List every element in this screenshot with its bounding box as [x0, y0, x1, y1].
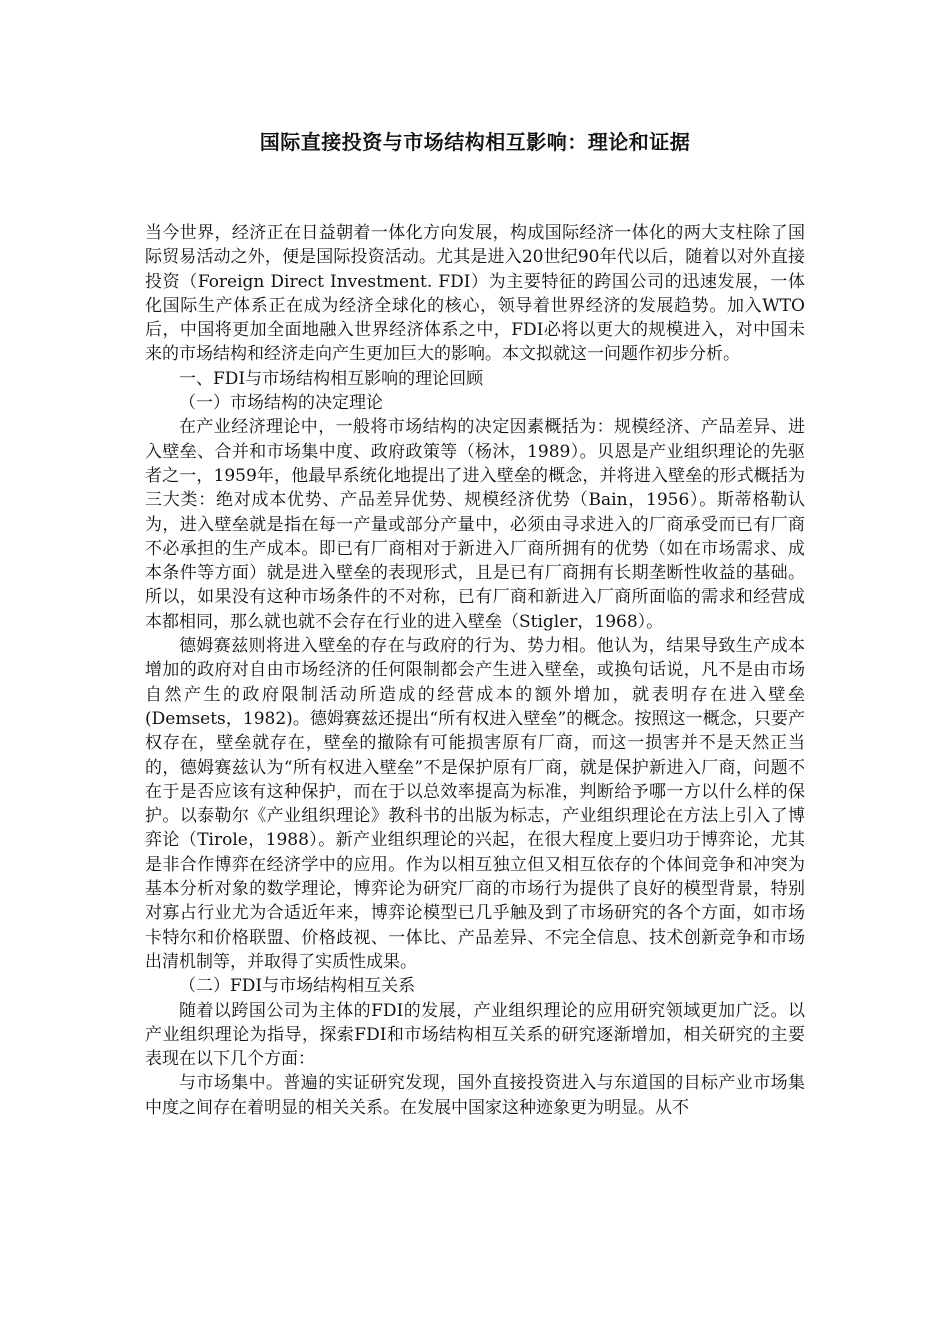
section-heading-1: 一、FDI与市场结构相互影响的理论回顾 [179, 368, 484, 389]
document-body [145, 221, 805, 1120]
paragraph-fdi-relations: 随着以跨国公司为主体的FDI的发展，产业组织理论的应用研究领域更加广泛。以产业组织理论为指导，探索FDI和市场结构相互关系的研究逐渐增加，相关研究的主要表现在以下几个方面： [145, 1000, 805, 1070]
paragraph-market-concentration: 与市场集中。普遍的实证研究发现，国外直接投资进入与东道国的目标产业市场集中度之间存在着明显的相关关系。在发展中国家这种迹象更为明显。从不 [145, 1073, 805, 1118]
document-title: 国际直接投资与市场结构相互影响：理论和证据 [259, 130, 691, 154]
paragraph-intro: 当今世界，经济正在日益朝着一体化方向发展，构成国际经济一体化的两大支柱除了国际贸易活动之外，便是国际投资活动。尤其是进入20世纪90年代以后，随着以对外直接投资（Foreign Direct Investment. FDI）为主要特征的跨国公司的迅速发展，一体化国际生产体系正在成为经济全球化的核心，领导着世界经济的发展趋势。加入WTO后，中国将更加全面地融入世界经济体系之中，FDI必将以更大的规模进入，对中国未来的市场结构和经济走向产生更加巨大的影响。本文拟就这一问题作初步分析。 [145, 223, 805, 365]
subsection-heading-2: （二）FDI与市场结构相互关系 [179, 976, 416, 997]
subsection-heading-1: （一）市场结构的决定理论 [179, 393, 383, 414]
paragraph-demsetz: 德姆赛兹则将进入壁垒的存在与政府的行为、势力相。他认为，结果导致生产成本增加的政府对自由市场经济的任何限制都会产生进入壁垒，或换句话说，凡不是由市场自然产生的政府限制活动所造成的经营成本的额外增加，就表明存在进入壁垒(Demsets，1982)。德姆赛兹还提出“所有权进入壁垒”的概念。按照这一概念，只要产权存在，壁垒就存在，壁垒的撤除有可能损害原有厂商，而这一损害并不是天然正当的，德姆赛兹认为“所有权进入壁垒”不是保护原有厂商，就是保护新进入厂商，问题不在于是否应该有这种保护，而在于以总效率提高为标准，判断给予哪一方以什么样的保护。以泰勒尔《产业组织理论》教科书的出版为标志，产业组织理论在方法上引入了博弈论（Tirole，1988）。新产业组织理论的兴起，在很大程度上要归功于博弈论，尤其是非合作博弈在经济学中的应用。作为以相互独立但又相互依存的个体间竞争和冲突为基本分析对象的数学理论，博弈论为研究厂商的市场行为提供了良好的模型背景，特别对寡占行业尤为合适近年来，博弈论模型已几乎触及到了市场研究的各个方面，如市场卡特尔和价格联盟、价格歧视、一体比、产品差异、不完全信息、技术创新竞争和市场出清机制等，并取得了实质性成果。 [145, 636, 805, 972]
paragraph-market-structure-theory: 在产业经济理论中，一般将市场结构的决定因素概括为：规模经济、产品差异、进入壁垒、合并和市场集中度、政府政策等（杨沐，1989）。贝恩是产业组织理论的先驱者之一，1959年，他最早系统化地提出了进入壁垒的概念，并将进入壁垒的形式概括为三大类：绝对成本优势、产品差异优势、规模经济优势（Bain，1956）。斯蒂格勒认为，进入壁垒就是指在每一产量或部分产量中，必须由寻求进入的厂商承受而已有厂商不必承担的生产成本。即已有厂商相对于新进入厂商所拥有的优势（如在市场需求、成本条件等方面）就是进入壁垒的表现形式，且是已有厂商拥有长期垄断性收益的基础。所以，如果没有这种市场条件的不对称，已有厂商和新进入厂商所面临的需求和经营成本都相同，那么就也就不会存在行业的进入壁垒（Stigler，1968）。 [145, 417, 805, 632]
